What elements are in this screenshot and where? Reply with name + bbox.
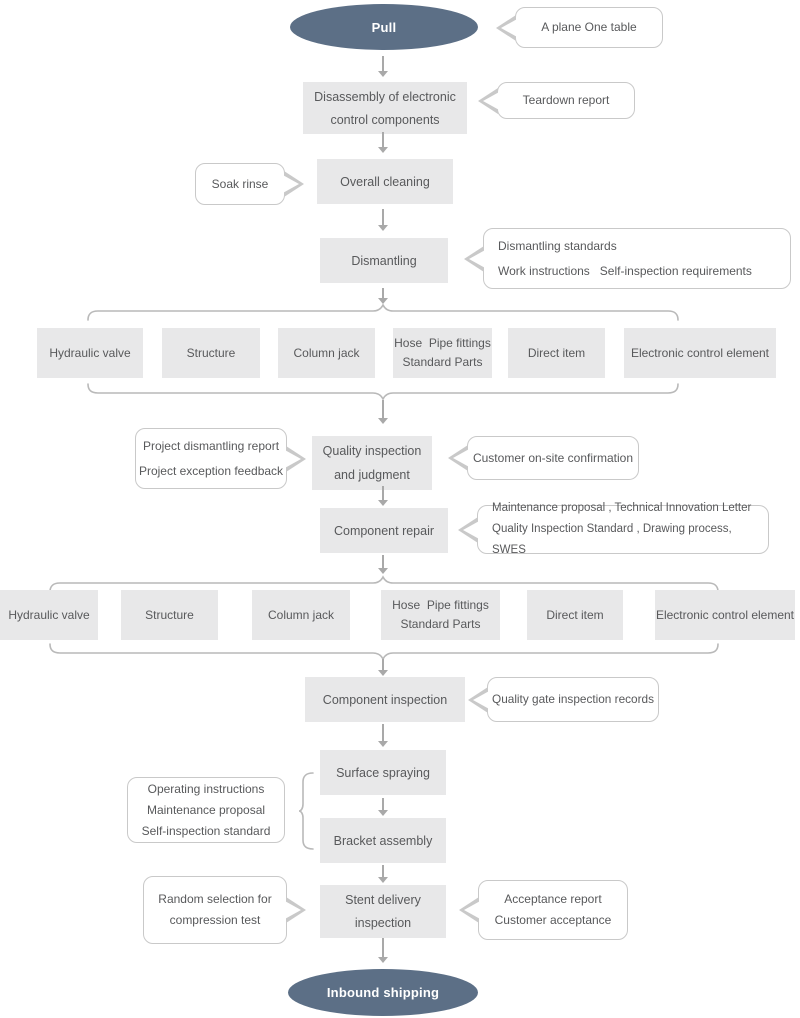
arrow-head	[378, 225, 388, 231]
part-box-hose-fittings	[393, 328, 492, 378]
arrow-shaft	[382, 56, 384, 72]
arrow-head	[378, 71, 388, 77]
bubble-quality-gate	[487, 677, 659, 722]
node-surface-spraying-line1: Surface spraying	[336, 765, 430, 780]
bubble-assembly-docs	[127, 777, 285, 843]
collect-brace-bottom-row1	[87, 383, 679, 400]
part-label: Structure	[186, 346, 236, 360]
arrow-down-icon	[378, 400, 388, 424]
part-box-hose-fittings	[381, 590, 500, 640]
arrow-down-icon	[378, 724, 388, 747]
part-label: Direct item	[527, 346, 586, 360]
part-box-structure	[121, 590, 218, 640]
part-box-structure	[162, 328, 260, 378]
node-disassembly-line1: Disassembly of electronic	[314, 89, 456, 104]
arrow-down-icon	[378, 56, 388, 77]
part-label: Standard Parts	[400, 617, 481, 631]
bubble-dismantling-standards	[483, 228, 791, 289]
bubble-assembly-docs-line2: Maintenance proposal	[146, 802, 266, 817]
bubble-soak-rinse	[195, 163, 285, 205]
node-component-repair	[320, 508, 448, 553]
part-box-electronic-control	[655, 590, 795, 640]
node-component-inspection-line1: Component inspection	[322, 692, 448, 707]
terminal-start-label: Pull	[371, 19, 397, 35]
arrow-head	[378, 147, 388, 153]
arrow-down-icon	[378, 555, 388, 574]
part-label: Hydraulic valve	[8, 608, 90, 622]
part-box-electronic-control	[624, 328, 776, 378]
part-box-direct-item	[527, 590, 623, 640]
bubble-repair-docs	[477, 502, 769, 556]
node-disassembly-line2: control components	[330, 112, 440, 127]
bubble-compression-test	[143, 876, 287, 944]
bubble-acceptance-line2: Customer acceptance	[494, 913, 612, 927]
arrow-down-icon	[378, 798, 388, 816]
part-box-column-jack	[278, 328, 375, 378]
node-surface-spraying	[320, 750, 446, 795]
arrow-head	[378, 670, 388, 676]
node-bracket-assembly-line1: Bracket assembly	[333, 833, 433, 848]
bubble-customer-confirmation-text: Customer on-site confirmation	[472, 450, 634, 465]
part-label: Standard Parts	[402, 355, 483, 369]
bubble-assembly-docs-line1: Operating instructions	[147, 781, 265, 796]
arrow-down-icon	[378, 288, 388, 304]
bubble-dismantling-standards-line1: Dismantling standards	[498, 238, 617, 253]
bubble-soak-rinse-text: Soak rinse	[211, 176, 269, 191]
terminal-end-label: Inbound shipping	[326, 985, 440, 1000]
bubble-project-feedback	[135, 428, 287, 489]
part-box-hydraulic-valve	[37, 328, 143, 378]
node-dismantling-line1: Dismantling	[351, 253, 417, 268]
bubble-teardown-report-text: Teardown report	[522, 93, 610, 107]
arrow-head	[378, 500, 388, 506]
arrow-shaft	[382, 209, 384, 226]
part-label: Hose Pipe fittings	[392, 598, 489, 612]
arrow-down-icon	[378, 132, 388, 153]
part-label: Hose Pipe fittings	[394, 336, 491, 350]
terminal-start	[290, 4, 478, 50]
part-label: Direct item	[546, 608, 604, 622]
part-box-hydraulic-valve	[0, 590, 98, 640]
arrow-head	[378, 568, 388, 574]
part-label: Electronic control element	[655, 608, 795, 622]
bubble-acceptance	[478, 880, 628, 940]
arrow-head	[378, 741, 388, 747]
bubble-assembly-docs-line3: Self-inspection standard	[141, 823, 271, 838]
part-label: Hydraulic valve	[49, 346, 131, 360]
node-quality-inspection-line1: Quality inspection	[322, 444, 422, 458]
part-label: Structure	[145, 608, 194, 622]
arrow-down-icon	[378, 938, 388, 963]
arrow-head	[378, 957, 388, 963]
bubble-customer-confirmation	[467, 436, 639, 480]
arrow-down-icon	[378, 209, 388, 231]
arrow-down-icon	[378, 865, 388, 883]
arrow-head	[378, 418, 388, 424]
bubble-quality-gate-text: Quality gate inspection records	[492, 692, 654, 706]
part-box-column-jack	[252, 590, 350, 640]
part-label: Column jack	[293, 346, 360, 360]
node-stent-delivery-line1: Stent delivery	[345, 892, 421, 907]
bubble-project-feedback-line2: Project exception feedback	[138, 463, 284, 478]
arrow-shaft	[382, 555, 384, 569]
bubble-repair-docs-line2: Quality Inspection Standard , Drawing process, SWES	[492, 523, 732, 556]
arrow-shaft	[382, 486, 384, 501]
node-overall-cleaning	[317, 159, 453, 204]
bubble-repair-docs-line1: Maintenance proposal , Technical Innovation Letter	[492, 502, 752, 514]
node-component-inspection	[305, 677, 465, 722]
bubble-project-feedback-line1: Project dismantling report	[142, 438, 280, 453]
arrow-shaft	[382, 938, 384, 958]
node-dismantling	[320, 238, 448, 283]
bubble-compression-test-line2: compression test	[169, 913, 261, 927]
bubble-plane-table	[515, 7, 663, 48]
node-stent-delivery-line2: inspection	[354, 916, 412, 931]
terminal-end	[288, 969, 478, 1016]
node-stent-delivery	[320, 885, 446, 938]
bubble-teardown-report	[497, 82, 635, 119]
part-label: Column jack	[267, 608, 335, 622]
arrow-head	[378, 810, 388, 816]
arrow-shaft	[382, 132, 384, 148]
distribute-brace-top-row1	[87, 304, 679, 321]
arrow-down-icon	[378, 486, 388, 506]
arrow-down-icon	[378, 659, 388, 676]
group-brace-left	[298, 772, 314, 850]
bubble-acceptance-line1: Acceptance report	[504, 892, 602, 906]
part-box-direct-item	[508, 328, 605, 378]
node-disassembly	[303, 82, 467, 134]
arrow-head	[378, 877, 388, 883]
bubble-compression-test-line1: Random selection for	[158, 892, 272, 906]
node-bracket-assembly	[320, 818, 446, 863]
arrow-shaft	[382, 724, 384, 742]
bubble-dismantling-standards-line2: Work instructions Self-inspection requirements	[498, 263, 752, 278]
bubble-plane-table-text: A plane One table	[541, 20, 637, 34]
node-quality-inspection	[312, 436, 432, 490]
arrow-shaft	[382, 400, 384, 419]
collect-brace-bottom-row2	[49, 643, 719, 660]
node-component-repair-line1: Component repair	[333, 523, 435, 538]
node-quality-inspection-line2: and judgment	[334, 468, 410, 482]
node-overall-cleaning-line1: Overall cleaning	[340, 174, 430, 189]
part-label: Electronic control element	[630, 346, 770, 360]
